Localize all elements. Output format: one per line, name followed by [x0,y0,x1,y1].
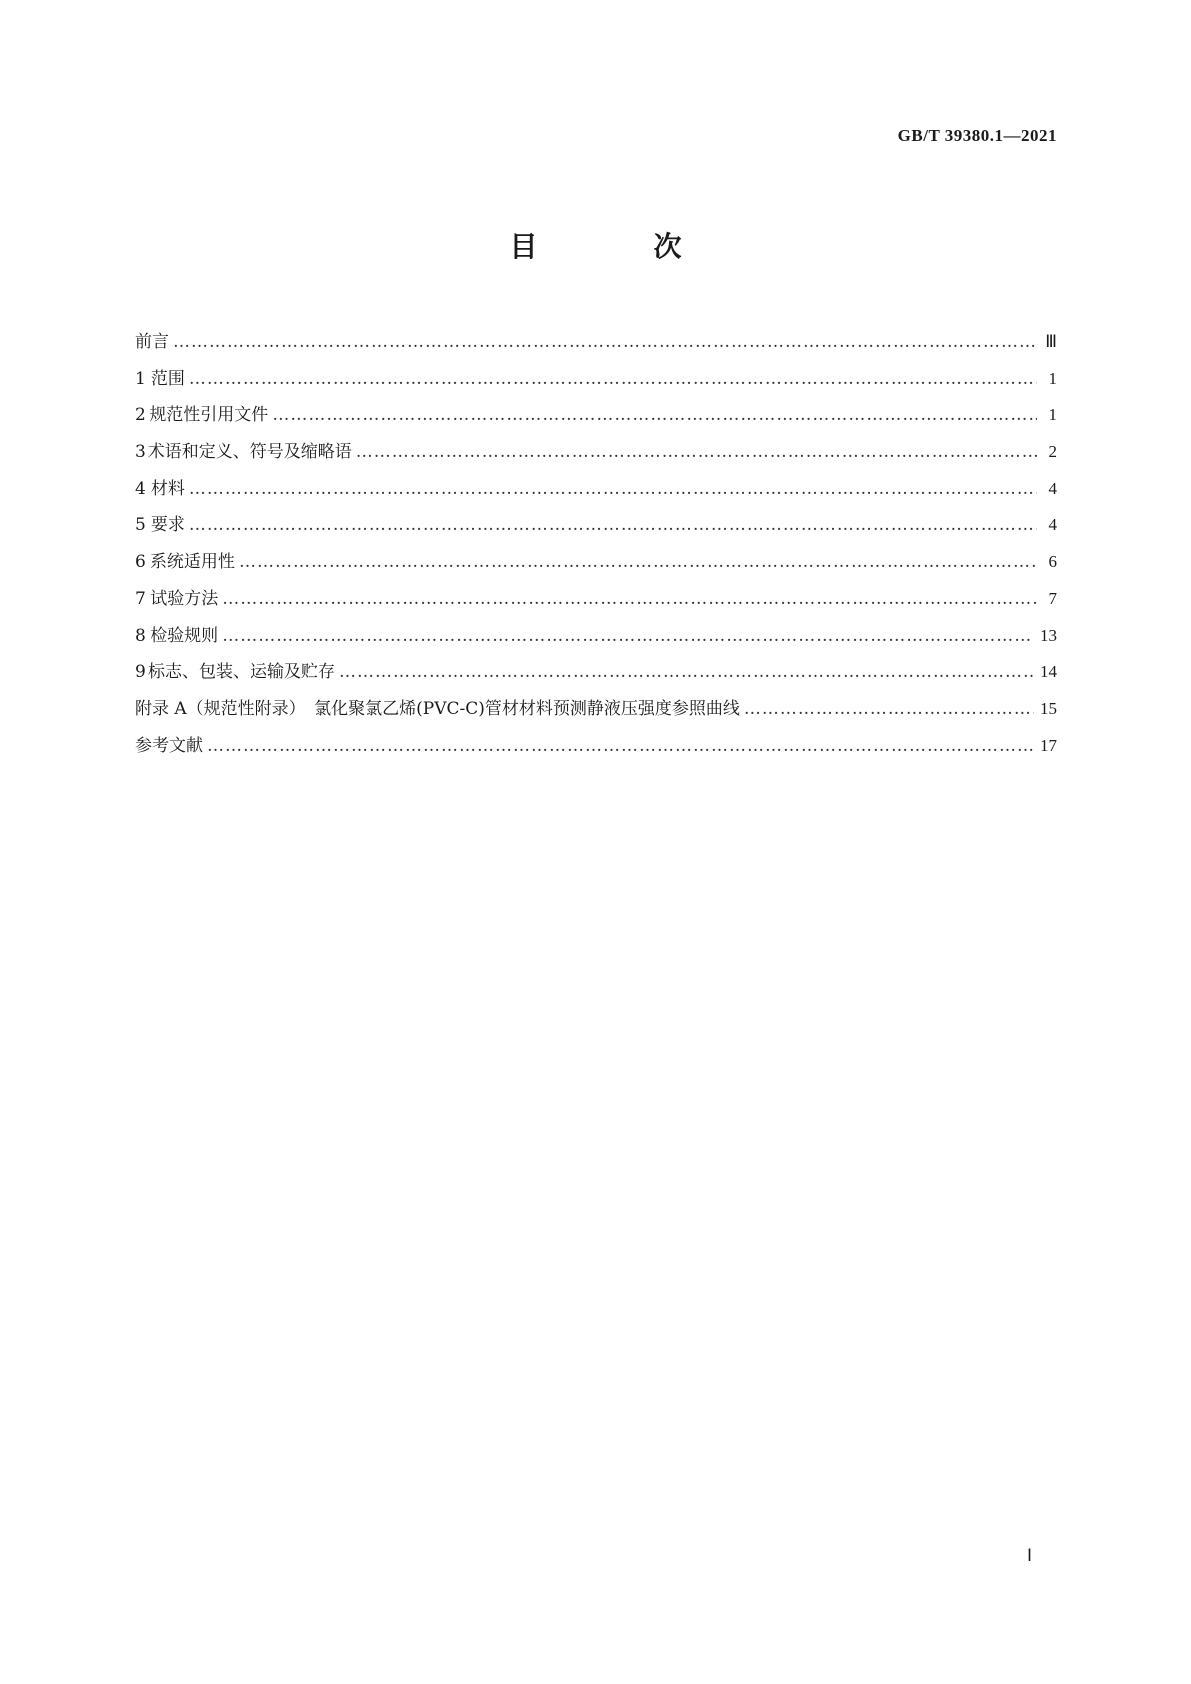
toc-entry-page: 17 [1040,735,1057,755]
toc-title: 目 次 [509,230,726,263]
toc-entry-page: 4 [1048,478,1057,498]
toc-entry-label: 系统适用性 [149,552,235,573]
toc-entry-number: 8 [135,625,146,646]
toc-entry-5[interactable] [135,510,1057,547]
toc-entry-page: 2 [1048,442,1057,462]
toc-entry-page: 7 [1048,588,1057,608]
toc-dot-leader [222,626,1034,646]
table-of-contents [135,327,1057,767]
toc-dot-leader [222,589,1037,609]
toc-dot-leader [173,332,1037,352]
toc-entry-page: 13 [1040,625,1057,645]
toc-entry-label: 附录 A（规范性附录） 氯化聚氯乙烯(PVC-C)管材材料预测静液压强度参照曲线 [135,698,740,719]
standard-number: GB/T 39380.1—2021 [897,126,1057,145]
toc-entry-6[interactable] [135,547,1057,584]
toc-entry-label: 要求 [150,515,185,536]
page-number: Ⅰ [1027,1546,1033,1565]
toc-entry-label: 试验方法 [150,588,219,609]
toc-entry-label: 检验规则 [150,625,219,646]
toc-entry-number: 7 [135,588,146,609]
toc-entry-2[interactable] [135,400,1057,437]
toc-entry-1[interactable] [135,364,1057,401]
toc-entry-page: Ⅲ [1045,332,1057,351]
toc-dot-leader [272,405,1037,425]
toc-entry-number: 1 [135,368,146,389]
toc-entry-page: 14 [1040,662,1057,682]
toc-entry-page: 1 [1048,405,1057,425]
toc-dot-leader [239,552,1037,572]
toc-entry-8[interactable] [135,621,1057,658]
toc-entry-page: 6 [1048,552,1057,572]
toc-entry-label: 规范性引用文件 [149,405,269,426]
toc-entry-4[interactable] [135,474,1057,511]
toc-entry-foreword[interactable] [135,327,1057,364]
toc-entry-page: 15 [1040,698,1057,718]
toc-entry-number: 9 [135,662,146,683]
toc-dot-leader [207,736,1034,756]
toc-entry-number: 2 [135,405,146,426]
toc-entry-label: 术语和定义、符号及缩略语 [147,442,352,463]
toc-entry-number: 5 [135,515,146,536]
toc-entry-7[interactable] [135,584,1057,621]
toc-entry-label: 材料 [150,478,185,499]
toc-dot-leader [189,515,1037,535]
toc-dot-leader [744,699,1034,719]
toc-entry-bibliography[interactable] [135,731,1057,768]
toc-dot-leader [189,479,1037,499]
toc-entry-page: 4 [1048,515,1057,535]
toc-dot-leader [339,662,1034,682]
toc-entry-label: 范围 [150,368,185,389]
toc-dot-leader [189,369,1037,389]
toc-entry-label: 标志、包装、运输及贮存 [148,662,335,683]
toc-entry-appendix-a[interactable] [135,694,1057,731]
toc-entry-label: 前言 [135,332,169,352]
toc-entry-9[interactable] [135,657,1057,694]
toc-entry-label: 参考文献 [135,735,203,756]
toc-entry-page: 1 [1048,368,1057,388]
toc-dot-leader [356,442,1037,462]
toc-entry-number: 6 [135,552,146,573]
toc-entry-3[interactable] [135,437,1057,474]
toc-entry-number: 4 [135,478,146,499]
toc-entry-number: 3 [135,442,146,463]
